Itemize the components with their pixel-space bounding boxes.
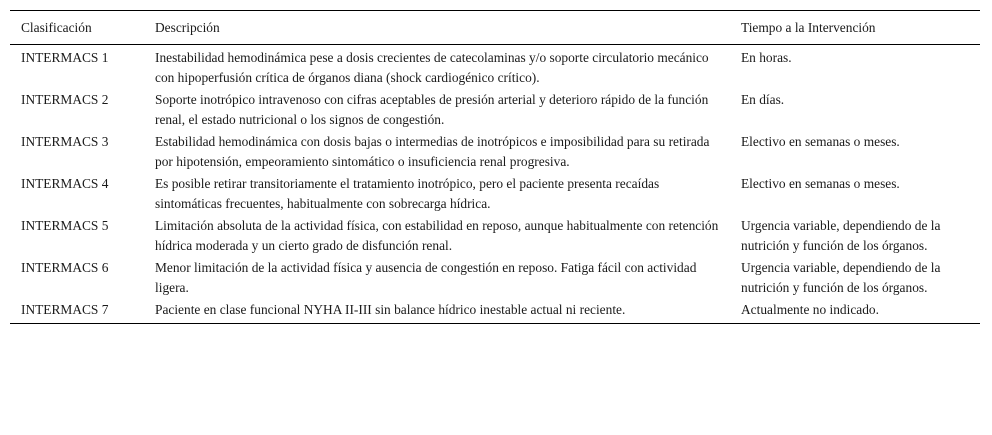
cell-classification: INTERMACS 6 (21, 260, 109, 275)
intermacs-table-container (10, 10, 980, 324)
table-row (10, 299, 980, 324)
cell-description: Es posible retirar transitoriamente el tratamiento inotrópico, pero el paciente presenta recaídas sintomáticas frecuentes, habitualmente con sobrecarga hídrica. (155, 176, 660, 211)
cell-timing: En días. (741, 92, 785, 107)
cell-timing: Electivo en semanas o meses. (741, 176, 900, 191)
header-classification: Clasificación (21, 20, 92, 35)
table-row (10, 257, 980, 299)
cell-description: Paciente en clase funcional NYHA II-III sin balance hídrico inestable actual ni reciente. (155, 302, 626, 317)
header-description: Descripción (155, 20, 220, 35)
cell-description: Soporte inotrópico intravenoso con cifras aceptables de presión arterial y deterioro rápido de la función renal, el estado nutricional o los signos de congestión. (155, 92, 709, 127)
table-row (10, 173, 980, 215)
table-row (10, 45, 980, 90)
cell-description: Limitación absoluta de la actividad física, con estabilidad en reposo, aunque habitualmente con retención hídrica moderada y un cierto grado de disfunción renal. (155, 218, 719, 253)
cell-timing: Urgencia variable, dependiendo de la nutrición y función de los órganos. (741, 218, 941, 253)
cell-classification: INTERMACS 5 (21, 218, 109, 233)
cell-description: Menor limitación de la actividad física y ausencia de congestión en reposo. Fatiga fácil con actividad ligera. (155, 260, 697, 295)
cell-timing: Electivo en semanas o meses. (741, 134, 900, 149)
cell-description: Estabilidad hemodinámica con dosis bajas o intermedias de inotrópicos e imposibilidad para su retirada por hipotensión, empeoramiento sintomático o insuficiencia renal progresiva. (155, 134, 710, 169)
cell-timing: En horas. (741, 50, 792, 65)
table-row (10, 89, 980, 131)
cell-description: Inestabilidad hemodinámica pese a dosis crecientes de catecolaminas y/o soporte circulatorio mecánico con hipoperfusión crítica de órganos diana (shock cardiogénico crítico). (155, 50, 709, 85)
table-row (10, 215, 980, 257)
header-timing: Tiempo a la Intervención (741, 20, 876, 35)
intermacs-table (10, 10, 980, 324)
cell-classification: INTERMACS 7 (21, 302, 109, 317)
table-row (10, 131, 980, 173)
table-header-row (10, 11, 980, 45)
cell-classification: INTERMACS 1 (21, 50, 109, 65)
cell-classification: INTERMACS 3 (21, 134, 109, 149)
cell-timing: Urgencia variable, dependiendo de la nutrición y función de los órganos. (741, 260, 941, 295)
cell-classification: INTERMACS 2 (21, 92, 109, 107)
cell-timing: Actualmente no indicado. (741, 302, 879, 317)
cell-classification: INTERMACS 4 (21, 176, 109, 191)
